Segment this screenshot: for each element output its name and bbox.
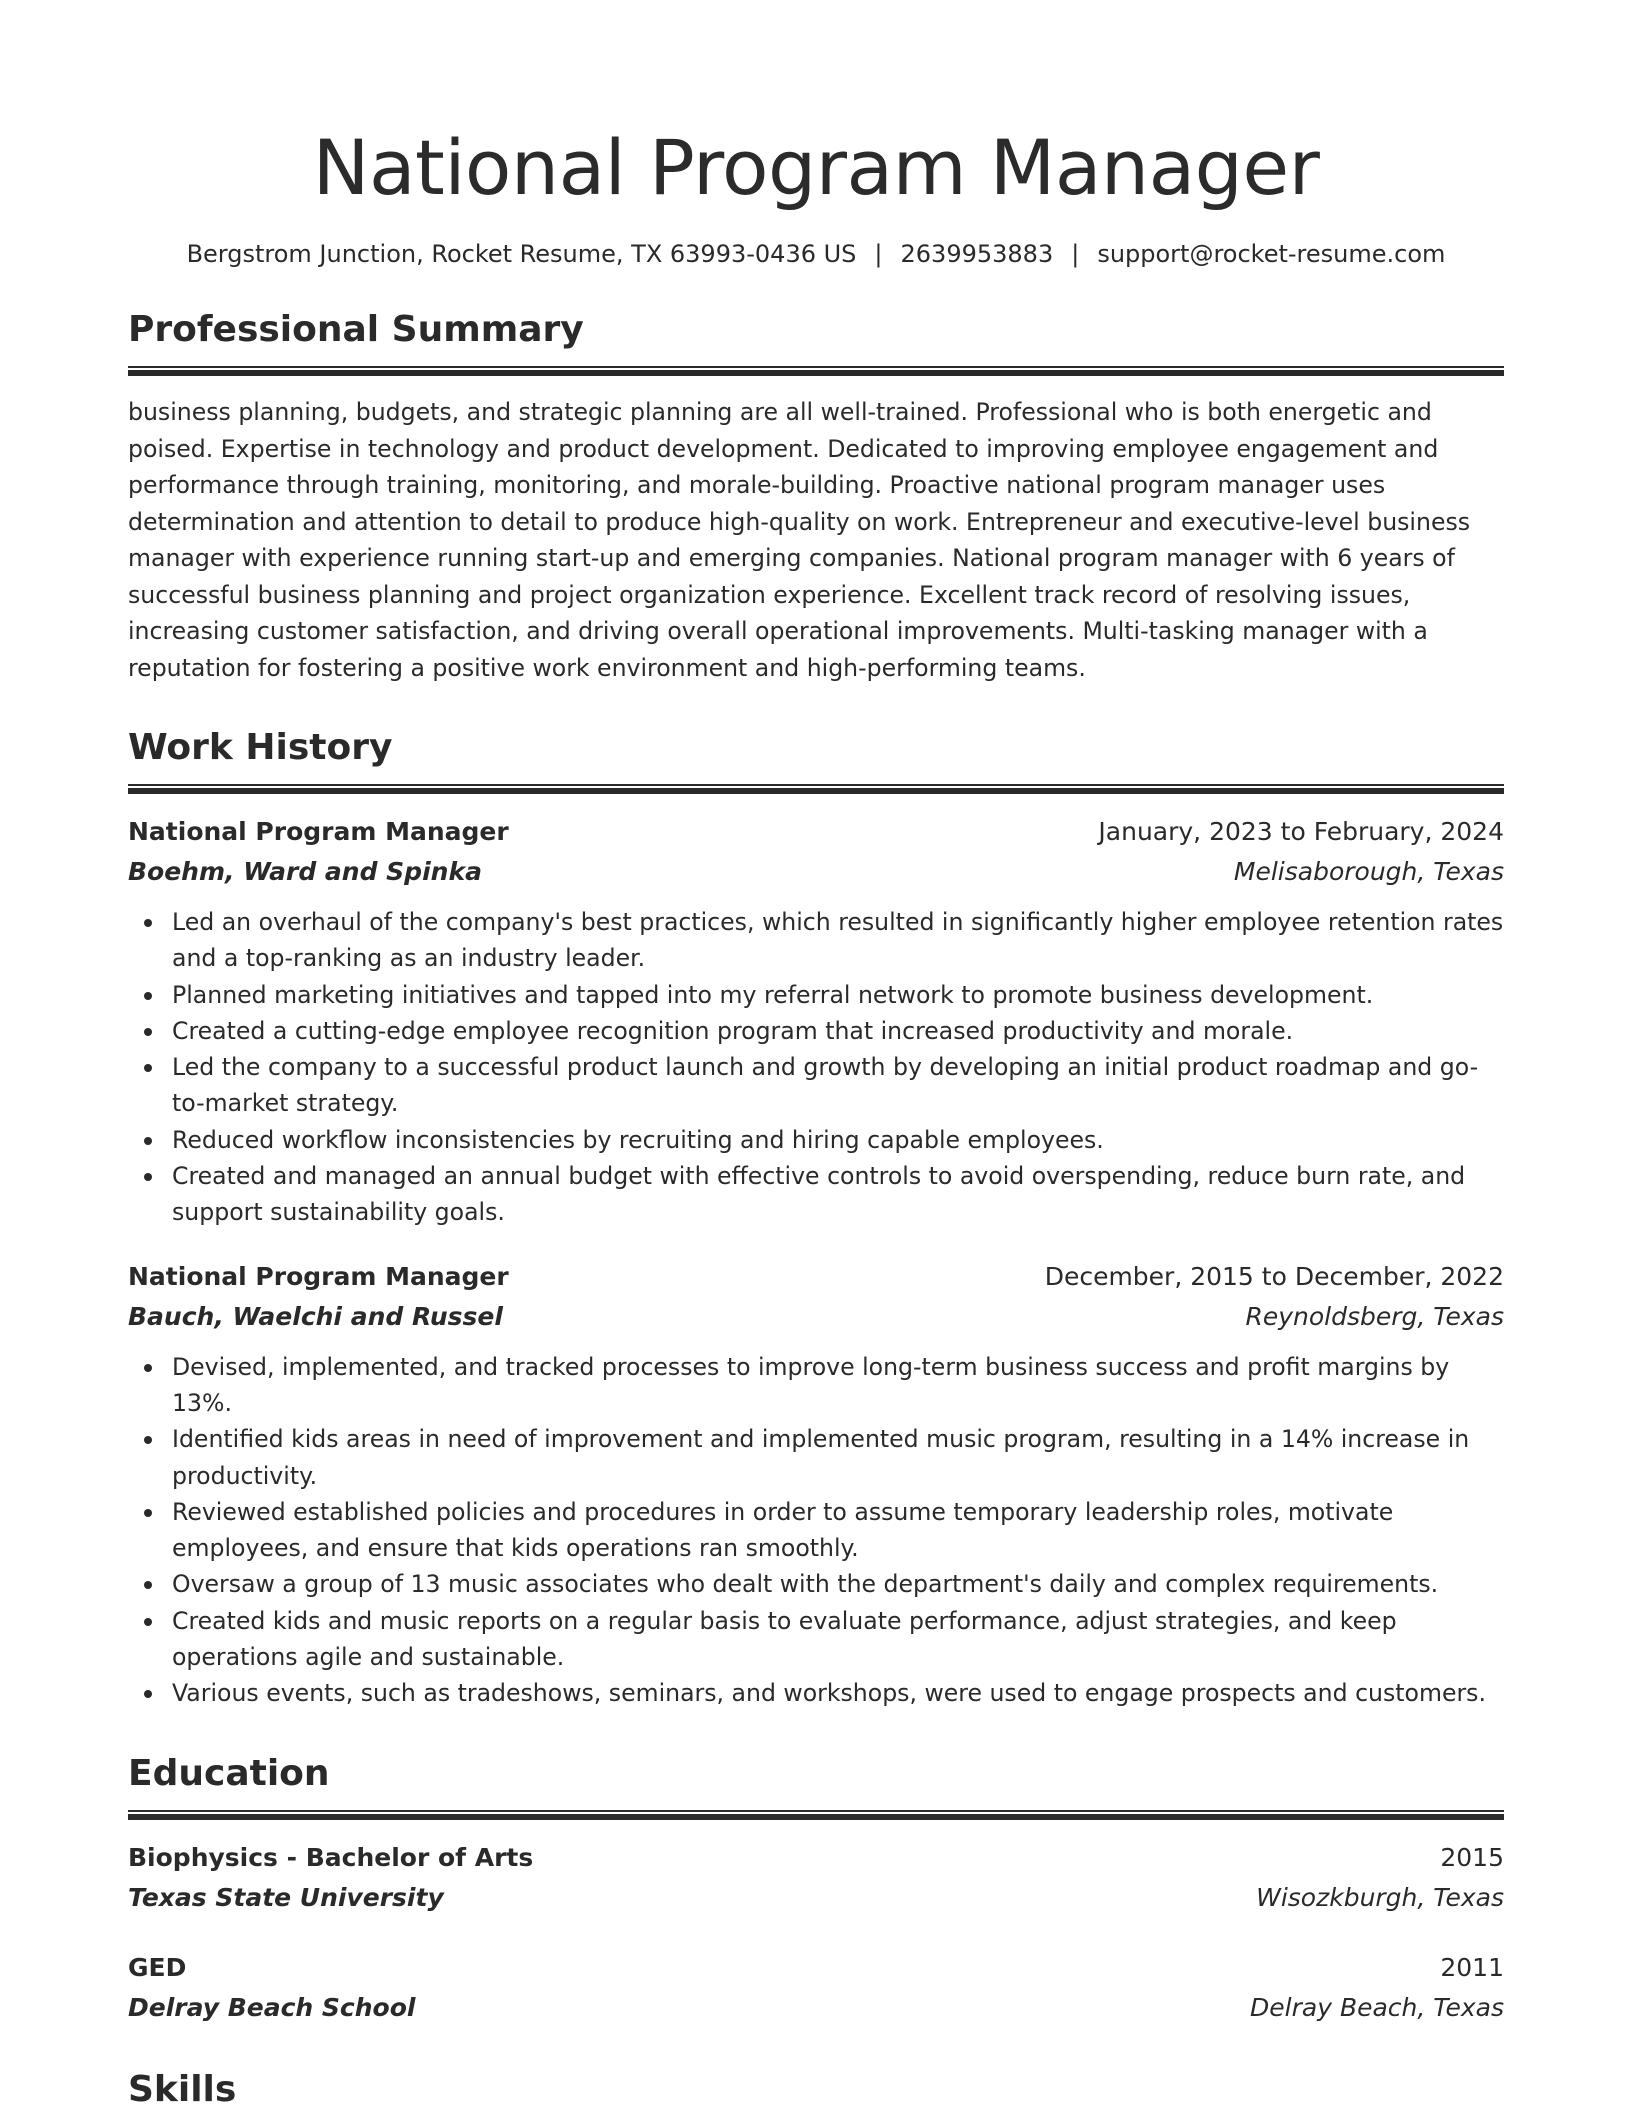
contact-address: Bergstrom Junction, Rocket Resume, TX 63993-0436 US [186,240,857,268]
education-location: Delray Beach, Texas [1250,1992,1504,2022]
education-header-row [128,1838,1504,1878]
summary-heading: Professional Summary [128,309,584,350]
education-school: Delray Beach School [128,1992,416,2022]
bullet-item: Led an overhaul of the company's best practices, which resulted in significantly higher employee retention rates and a top-ranking as an industry leader. [128,904,1504,977]
section-divider [128,784,1504,794]
bullet-item: Created kids and music reports on a regular basis to evaluate performance, adjust strategies, and keep operations agile and sustainable. [128,1603,1504,1676]
education-school: Texas State University [128,1882,444,1912]
job-company-row [128,1297,1504,1337]
job-entry [128,812,1504,1231]
job-header-row [128,1257,1504,1297]
bullet-item: Led the company to a successful product launch and growth by developing an initial product roadmap and go-to-market strategy. [128,1049,1504,1122]
bullet-item: Reviewed established policies and procedures in order to assume temporary leadership roles, motivate employees, and ensure that kids operations ran smoothly. [128,1494,1504,1567]
job-title: National Program Manager [128,817,509,846]
contact-separator: | [1071,240,1080,268]
job-dates: December, 2015 to December, 2022 [1044,1261,1504,1291]
job-bullets [128,1349,1504,1712]
job-location: Reynoldsberg, Texas [1245,1301,1504,1331]
job-title: National Program Manager [128,1261,509,1291]
education-degree: Biophysics - Bachelor of Arts [128,1842,534,1872]
contact-email: support@rocket-resume.com [1097,240,1446,268]
bullet-item: Oversaw a group of 13 music associates who dealt with the department's daily and complex requirements. [128,1566,1504,1602]
job-bullets [128,904,1504,1231]
bullet-item: Various events, such as tradeshows, seminars, and workshops, were used to engage prospects and customers. [128,1675,1504,1711]
summary-text: business planning, budgets, and strategic planning are all well-trained. Professional who is both energetic and poised. Expertise in technology and product development. Dedicated to improving employee engagement and performance through training, monitoring, and morale-building. Proactive national program manager uses determination and attention to detail to produce high-quality on work. Entrepreneur and executive-level business manager with experience running start-up and emerging companies. National program manager with 6 years of successful business planning and project organization experience. Excellent track record of resolving issues, increasing customer satisfaction, and driving overall operational improvements. Multi-tasking manager with a reputation for fostering a positive work environment and high-performing teams. [128,398,1471,682]
bullet-item: Created a cutting-edge employee recognition program that increased productivity and morale. [128,1013,1504,1049]
job-entry [128,1257,1504,1712]
bullet-item: Devised, implemented, and tracked processes to improve long-term business success and profit margins by 13%. [128,1349,1504,1422]
bullet-item: Planned marketing initiatives and tapped into my referral network to promote business development. [128,977,1504,1013]
education-year: 2015 [1440,1842,1504,1872]
job-dates: January, 2023 to February, 2024 [1098,817,1504,846]
job-company: Bauch, Waelchi and Russel [128,1301,503,1331]
education-school-row [128,1878,1504,1918]
education-entry [128,1838,1504,1918]
section-divider [128,1810,1504,1820]
education-heading: Education [128,1752,330,1794]
contact-line [128,240,1504,268]
education-location: Wisozkburgh, Texas [1256,1882,1504,1912]
contact-phone: 2639953883 [900,240,1054,268]
bullet-item: Identified kids areas in need of improvement and implemented music program, resulting in a 14% increase in productivity. [128,1421,1504,1494]
skills-heading: Skills [128,2068,237,2110]
education-year: 2011 [1440,1952,1504,1982]
education-degree: GED [128,1952,187,1982]
work-history-heading: Work History [128,727,393,768]
section-divider [128,366,1504,376]
bullet-item: Reduced workflow inconsistencies by recruiting and hiring capable employees. [128,1122,1504,1158]
bullet-item: Created and managed an annual budget with effective controls to avoid overspending, reduce burn rate, and support sustainability goals. [128,1158,1504,1231]
job-header-row [128,812,1504,852]
contact-separator: | [874,240,883,268]
education-header-row [128,1948,1504,1988]
resume-name: National Program Manager [312,123,1320,212]
job-company: Boehm, Ward and Spinka [128,857,482,886]
job-location: Melisaborough, Texas [1233,857,1504,886]
education-school-row [128,1988,1504,2028]
job-company-row [128,852,1504,892]
education-entry [128,1948,1504,2028]
